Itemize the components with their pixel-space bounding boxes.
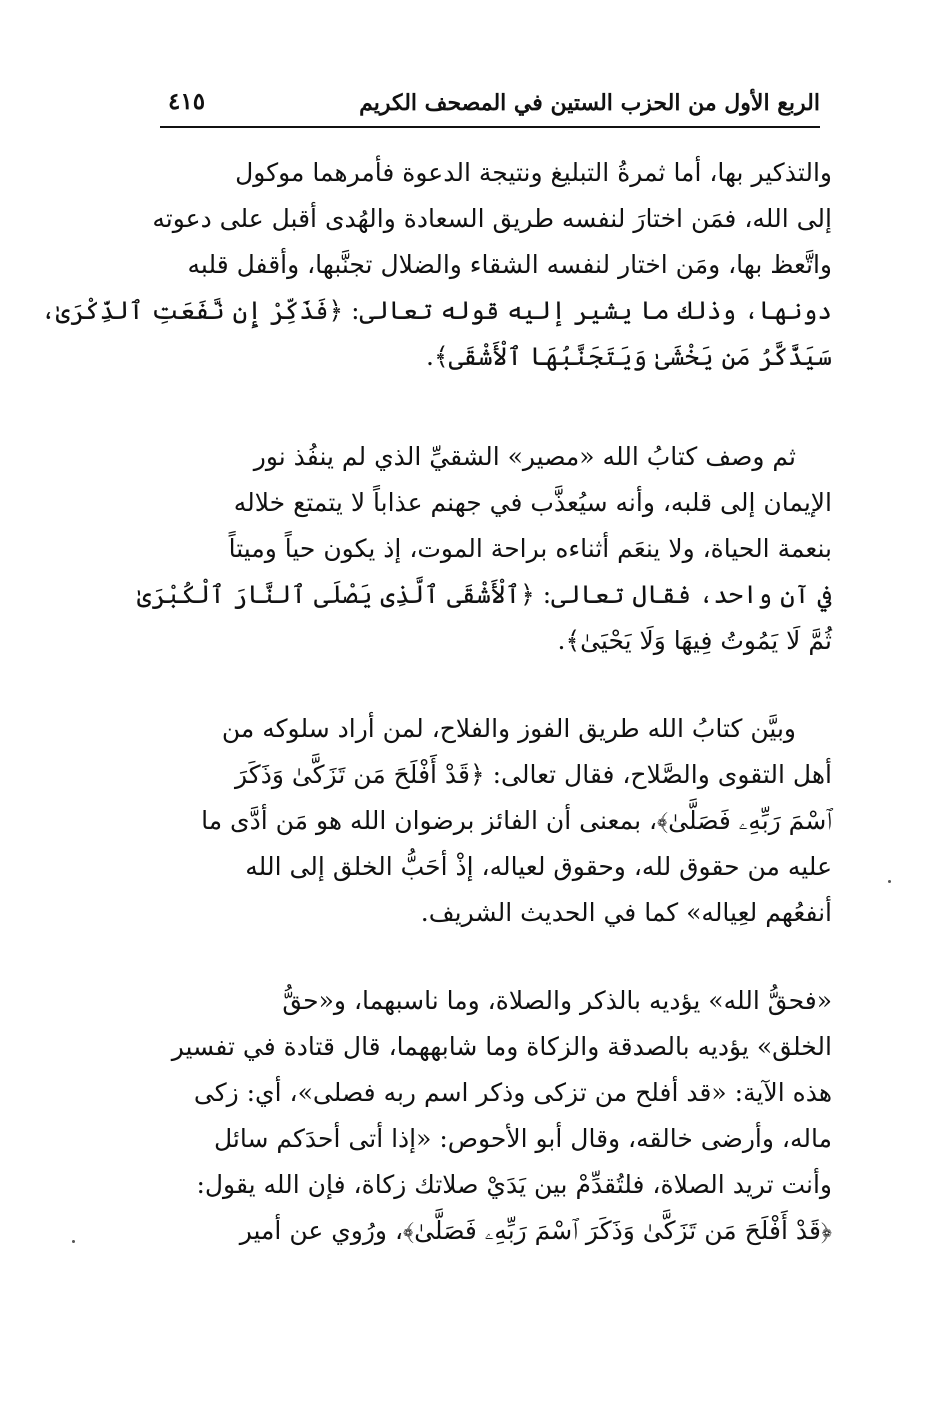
text-line: دونها، وذلك ما يشير إليه قوله تعالى: ﴿فَذَكِّرْ إِن نَّفَعَتِ ٱلذِّكْرَىٰ، — [40, 296, 832, 325]
text-line: واتَّعظ بها، ومَن اختار لنفسه الشقاء والضلال تجنَّبها، وأقفل قلبه — [187, 250, 832, 279]
text-line: هذه الآية: «قد أفلح من تزكى وذكر اسم ربه فصلى»، أي: زكى — [193, 1078, 832, 1107]
running-title: الربع الأول من الحزب الستين في المصحف الكريم — [359, 90, 820, 116]
paragraph — [132, 978, 832, 1254]
paragraph — [132, 434, 832, 664]
page-number: ٤١٥ — [168, 88, 206, 115]
paragraph — [132, 706, 832, 936]
text-line: عليه من حقوق لله، وحقوق لعياله، إذْ أحَبُّ الخلق إلى الله — [245, 852, 832, 881]
text-line: «فحقُّ الله» يؤديه بالذكر والصلاة، وما ناسبهما، و«حقُّ — [282, 986, 832, 1015]
text-line: سَيَذَّكَّرُ مَن يَخْشَىٰ وَيَتَجَنَّبُهَا ٱلْأَشْقَى﴾. — [426, 342, 832, 371]
text-line: ثم وصف كتابُ الله «مصير» الشقيِّ الذي لم ينفُذ نور — [253, 442, 796, 471]
text-line: إلى الله، فمَن اختارَ لنفسه طريق السعادة والهُدى أقبل على دعوته — [152, 204, 832, 233]
text-line: الإيمان إلى قلبه، وأنه سيُعذَّب في جهنم عذاباً لا يتمتع خلاله — [233, 488, 832, 517]
text-line: ﴿قَدْ أَفْلَحَ مَن تَزَكَّىٰ وَذَكَرَ ٱسْمَ رَبِّهِۦ فَصَلَّىٰ﴾، ورُوي عن أمير — [239, 1216, 832, 1245]
text-line: ثُمَّ لَا يَمُوتُ فِيهَا وَلَا يَحْيَىٰ﴾. — [557, 626, 832, 655]
paragraph — [40, 150, 832, 380]
text-line: أهل التقوى والصَّلاح، فقال تعالى: ﴿قَدْ أَفْلَحَ مَن تَزَكَّىٰ وَذَكَرَ — [235, 760, 832, 789]
text-line: وبيَّن كتابُ الله طريق الفوز والفلاح، لمن أراد سلوكه من — [221, 714, 796, 743]
text-line: بنعمة الحياة، ولا ينعَم أثناءه براحة الموت، إذ يكون حياً وميتاً — [228, 534, 832, 563]
text-line: وأنت تريد الصلاة، فلتُقدِّمْ بين يَدَيْ صلاتك زكاة، فإن الله يقول: — [196, 1170, 832, 1199]
page-header — [160, 82, 820, 128]
scan-speck — [72, 1240, 75, 1243]
header-divider — [160, 126, 820, 128]
text-line: في آن واحد، فقال تعالى: ﴿ٱلْأَشْقَى ٱلَّذِى يَصْلَى ٱلنَّارَ ٱلْكُبْرَىٰ — [136, 580, 832, 609]
text-line: أنفعُهم لعِياله» كما في الحديث الشريف. — [420, 898, 832, 927]
scan-speck — [888, 880, 891, 883]
text-line: ماله، وأرضى خالقه، وقال أبو الأحوص: «إذا أتى أحدَكم سائل — [213, 1124, 832, 1153]
text-line: ٱسْمَ رَبِّهِۦ فَصَلَّىٰ﴾، بمعنى أن الفائز برضوان الله هو مَن أدَّى ما — [201, 806, 832, 835]
text-line: الخلق» يؤديه بالصدقة والزكاة وما شابههما، قال قتادة في تفسير — [171, 1032, 832, 1061]
text-line: والتذكير بها، أما ثمرةُ التبليغ ونتيجة الدعوة فأمرهما موكول — [235, 158, 832, 187]
page-body — [40, 150, 832, 1254]
